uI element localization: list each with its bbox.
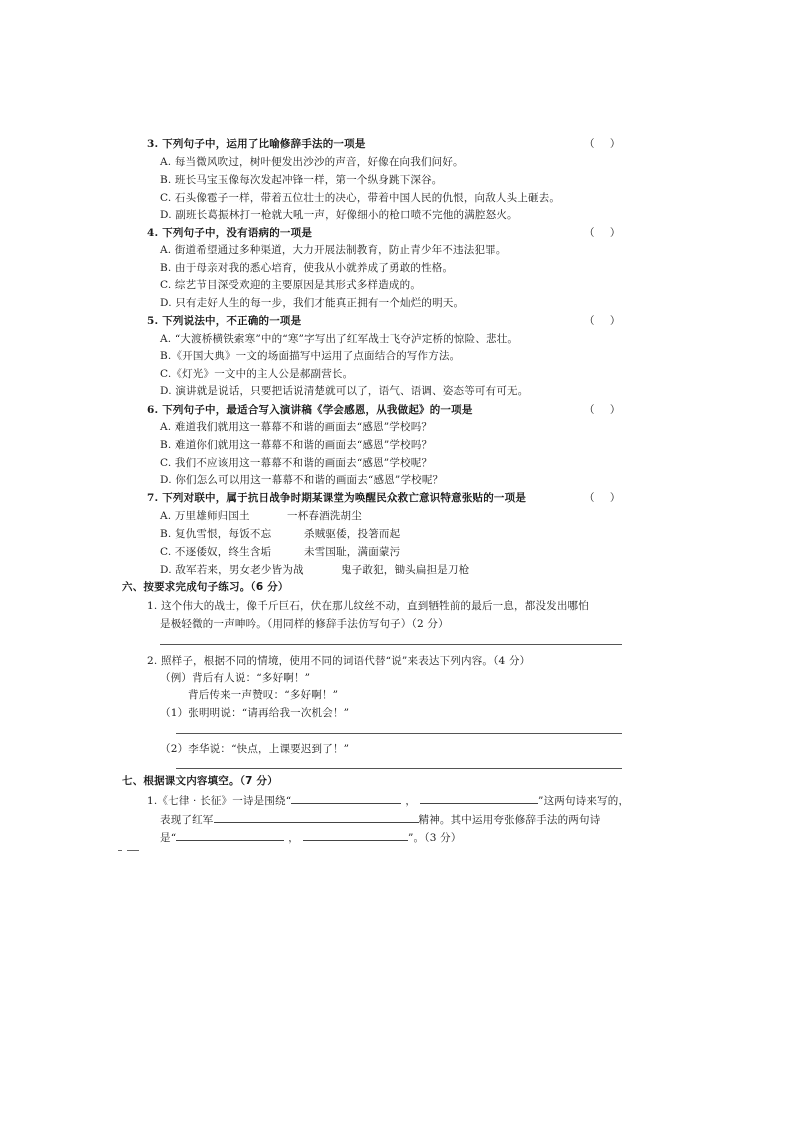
q6-stem: 6. 下列句子中，最适合写入演讲稿《学会感恩，从我做起》的一项是	[147, 404, 473, 416]
sec7-line3	[160, 829, 462, 845]
q5-option-c: C.《灯光》一文中的主人公是郝副营长。	[160, 368, 354, 380]
sec7-line1-suffix: ”这两句诗来写的，	[538, 795, 630, 807]
scan-mark-2	[127, 850, 139, 851]
q3-option-b: B. 班长马宝玉像每次发起冲锋一样，第一个纵身跳下深谷。	[160, 174, 443, 186]
sec7-line1-comma: ，	[405, 795, 417, 807]
q7-option-d-left: D. 敌军若来，男女老少皆为战	[160, 564, 304, 576]
q3-stem: 3. 下列句子中，运用了比喻修辞手法的一项是	[147, 138, 366, 150]
scan-mark-1	[118, 850, 122, 851]
q4-option-b: B. 由于母亲对我的悉心培育，使我从小就养成了勇敢的性格。	[160, 262, 454, 274]
q5-option-a: A. “大渡桥横铁索寒”中的“寒”字写出了红军战士飞夺泸定桥的惊险、悲壮。	[160, 333, 519, 345]
q5-option-d: D. 演讲就是说话，只要把话说清楚就可以了，语气、语调、姿态等可有可无。	[160, 385, 529, 397]
q7-option-d-right: 鬼子敢犯，锄头扁担是刀枪	[341, 564, 470, 576]
q6-option-b: B. 难道你们就用这一幕幕不和谐的画面去“感恩”学校吗？	[160, 439, 433, 451]
q6-option-a: A. 难道我们就用这一幕幕不和谐的画面去“感恩”学校吗？	[160, 421, 433, 433]
sec6-item2-stem: 2. 照样子，根据不同的情境，使用不同的词语代替“说”来表达下列内容。（4 分）	[147, 655, 531, 667]
sec6-sub2-answer-line[interactable]	[176, 768, 622, 769]
sec6-example-line2: 背后传来一声赞叹：“多好啊！”	[188, 689, 339, 701]
sec7-line1-prefix: 1.《七律 · 长征》一诗是围绕“	[147, 795, 292, 807]
q7-answer-paren: （ ）	[584, 492, 627, 504]
sec7-blank-3[interactable]	[214, 811, 419, 823]
q6-option-c: C. 我们不应该用这一幕幕不和谐的画面去“感恩”学校呢？	[160, 457, 433, 469]
sec6-item1-line1: 1. 这个伟大的战士，像千斤巨石，伏在那儿纹丝不动，直到牺牲前的最后一息，都没发出哪怕	[147, 600, 589, 612]
sec6-item1-line2: 是极轻微的一声呻吟。（用同样的修辞手法仿写句子）（2 分）	[160, 618, 449, 630]
sec7-blank-4[interactable]	[176, 829, 284, 841]
sec7-line3-prefix: 是“	[160, 832, 177, 844]
q3-answer-paren: （ ）	[584, 138, 627, 150]
sec6-item2-sub2: （2）李华说：“快点，上课要迟到了！”	[160, 743, 350, 755]
q3-option-a: A. 每当微风吹过，树叶便发出沙沙的声音，好像在向我们问好。	[160, 156, 464, 168]
sec6-example-line1: （例）背后有人说：“多好啊！”	[160, 672, 311, 684]
q5-stem: 5. 下列说法中，不正确的一项是	[147, 315, 302, 327]
q4-option-d: D. 只有走好人生的每一步，我们才能真正拥有一个灿烂的明天。	[160, 297, 465, 309]
q7-stem: 7. 下列对联中，属于抗日战争时期某课堂为唤醒民众救亡意识特意张贴的一项是	[147, 492, 527, 504]
q5-option-b: B.《开国大典》一文的场面描写中运用了点面结合的写作方法。	[160, 350, 461, 362]
q4-answer-paren: （ ）	[584, 227, 627, 239]
sec7-line2	[160, 811, 600, 827]
section-6-title: 六、按要求完成句子练习。（6 分）	[122, 581, 289, 593]
sec7-line2-prefix: 表现了红军	[160, 814, 214, 826]
q3-option-c: C. 石头像雹子一样，带着五位壮士的决心，带着中国人民的仇恨，向敌人头上砸去。	[160, 192, 561, 204]
sec6-item2-sub1: （1）张明明说：“请再给我一次机会！”	[160, 707, 350, 719]
q7-option-b-right: 杀贼驱倭，投箸而起	[304, 528, 401, 540]
sec6-item1-answer-line[interactable]	[160, 644, 622, 645]
q4-option-a: A. 街道希望通过多种渠道，大力开展法制教育，防止青少年不违法犯罪。	[160, 244, 507, 256]
section-7-title: 七、根据课文内容填空。（7 分）	[122, 775, 278, 787]
q7-option-c-right: 未雪国耻，满面蒙污	[304, 546, 401, 558]
sec7-line3-comma: ，	[288, 832, 299, 844]
sec7-line2-suffix: 精神。其中运用夸张修辞手法的两句诗	[418, 814, 601, 826]
q7-option-a-left: A. 万里雄师归国土	[160, 510, 250, 522]
q7-option-c-left: C. 不逐倭奴，终生含垢	[160, 546, 272, 558]
q4-option-c: C. 综艺节目深受欢迎的主要原因是其形式多样造成的。	[160, 279, 422, 291]
q5-answer-paren: （ ）	[584, 315, 627, 327]
sec6-sub1-answer-line[interactable]	[176, 733, 622, 734]
q6-option-d: D. 你们怎么可以用这一幕幕不和谐的画面去“感恩”学校呢？	[160, 474, 444, 486]
q7-option-a-right: 一杯春酒洗胡尘	[287, 510, 362, 522]
q4-stem: 4. 下列句子中，没有语病的一项是	[147, 227, 313, 239]
q3-option-d: D. 副班长葛振林打一枪就大吼一声，好像细小的枪口喷不完他的满腔怒火。	[160, 209, 518, 221]
q6-answer-paren: （ ）	[584, 404, 627, 416]
q7-option-b-left: B. 复仇雪恨，每饭不忘	[160, 528, 272, 540]
sec7-line1	[147, 792, 629, 808]
sec7-blank-1[interactable]	[291, 792, 401, 804]
sec7-line3-suffix: ”。（3 分）	[407, 832, 462, 844]
sec7-blank-5[interactable]	[303, 829, 408, 841]
sec7-blank-2[interactable]	[420, 792, 538, 804]
